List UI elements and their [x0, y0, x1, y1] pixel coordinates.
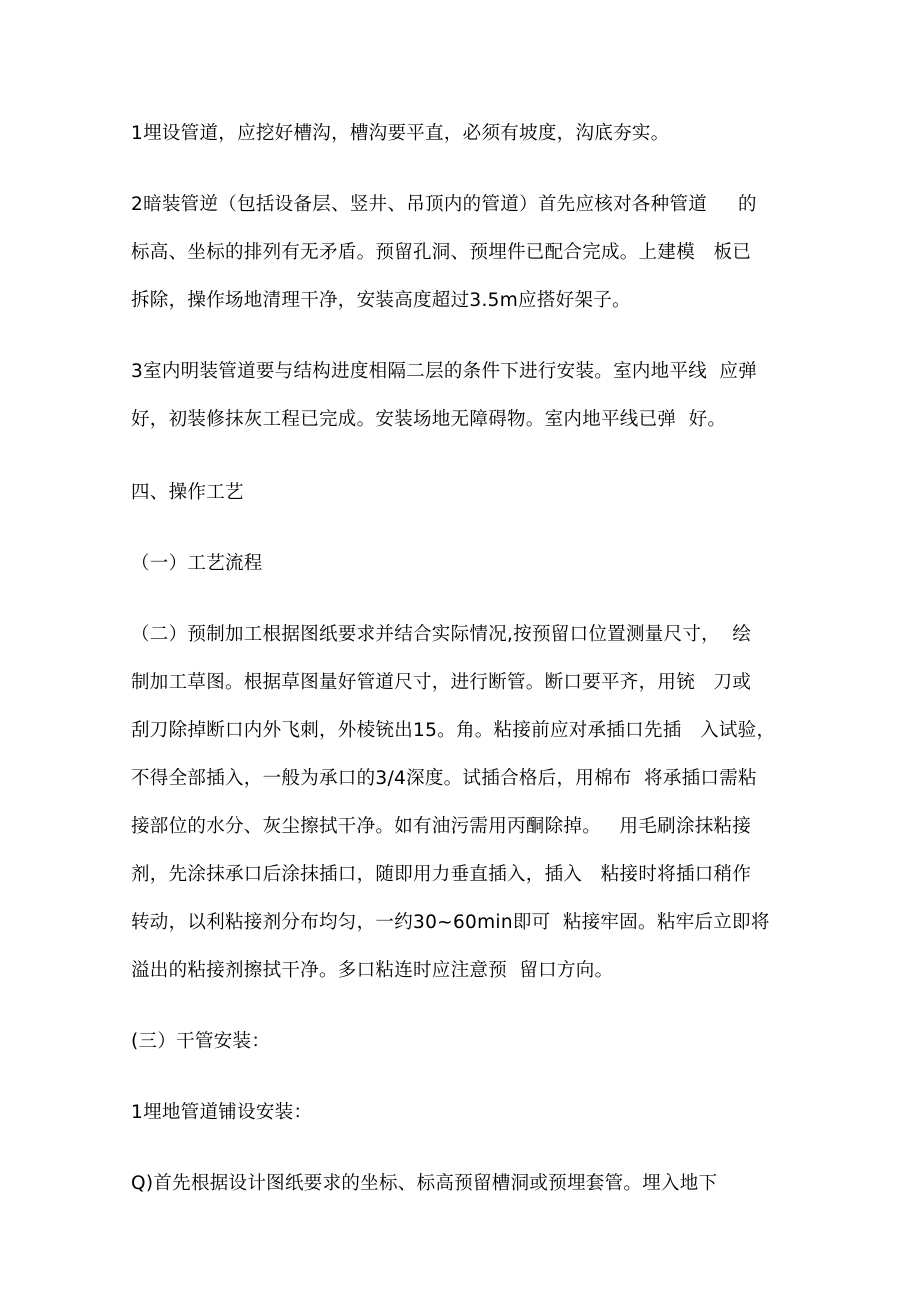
- paragraph-9-line-1: Q)首先根据设计图纸要求的坐标、标高预留槽洞或预埋套管。埋入地下: [131, 1173, 718, 1194]
- paragraph-6-line-2: 制加工草图。根据草图量好管道尺寸，进行断管。断口要平齐，用铳 刀或: [131, 672, 752, 693]
- paragraph-3-line-1: 3室内明装管道要与结构进度相隔二层的条件下进行安装。室内地平线 应弹: [131, 361, 758, 382]
- paragraph-6-line-7: 转动，以利粘接剂分布均匀，一约30~60min即可 粘接牢固。粘牢后立即将: [131, 912, 770, 933]
- paragraph-6-line-3: 刮刀除掉断口内外飞刺，外棱铳出15。角。粘接前应对承插口先插 入试验，: [131, 720, 776, 741]
- paragraph-1-line-1: 1埋设管道，应挖好槽沟，槽沟要平直，必须有坡度，沟底夯实。: [131, 123, 670, 144]
- paragraph-6-line-6: 剂，先涂抹承口后涂抹插口，随即用力垂直插入，插入 粘接时将插口稍作: [131, 864, 752, 885]
- subheading-process-flow: （一）工艺流程: [131, 553, 263, 574]
- paragraph-2-line-1: 2暗装管逆（包括设备层、竖井、吊顶内的管道）首先应核对各种管道 的: [131, 194, 757, 215]
- paragraph-2-line-2: 标高、坐标的排列有无矛盾。预留孔洞、预埋件已配合完成。上建模 板已: [131, 242, 752, 263]
- paragraph-3-line-2: 好，初装修抹灰工程已完成。安装场地无障碍物。室内地平线已弹 好。: [131, 409, 727, 430]
- subheading-main-pipe-installation: (三）干管安装：: [131, 1031, 271, 1052]
- paragraph-6-line-4: 不得全部插入，一般为承口的3/4深度。试插合格后，用棉布 将承插口需粘: [131, 768, 757, 789]
- section-heading-operation-process: 四、操作工艺: [131, 482, 244, 503]
- paragraph-6-line-1: （二）预制加工根据图纸要求并结合实际情况,按预留口位置测量尺寸， 绘: [131, 624, 752, 645]
- paragraph-6-line-8: 溢出的粘接剂擦拭干净。多口粘连时应注意预 留口方向。: [131, 960, 614, 981]
- paragraph-2-line-3: 拆除，操作场地清理干净，安装高度超过3.5m应搭好架子。: [131, 290, 631, 311]
- paragraph-6-line-5: 接部位的水分、灰尘擦拭干净。如有油污需用丙酮除掉。 用毛刷涂抹粘接: [131, 816, 752, 837]
- paragraph-8-line-1: 1埋地管道铺设安装：: [131, 1102, 313, 1123]
